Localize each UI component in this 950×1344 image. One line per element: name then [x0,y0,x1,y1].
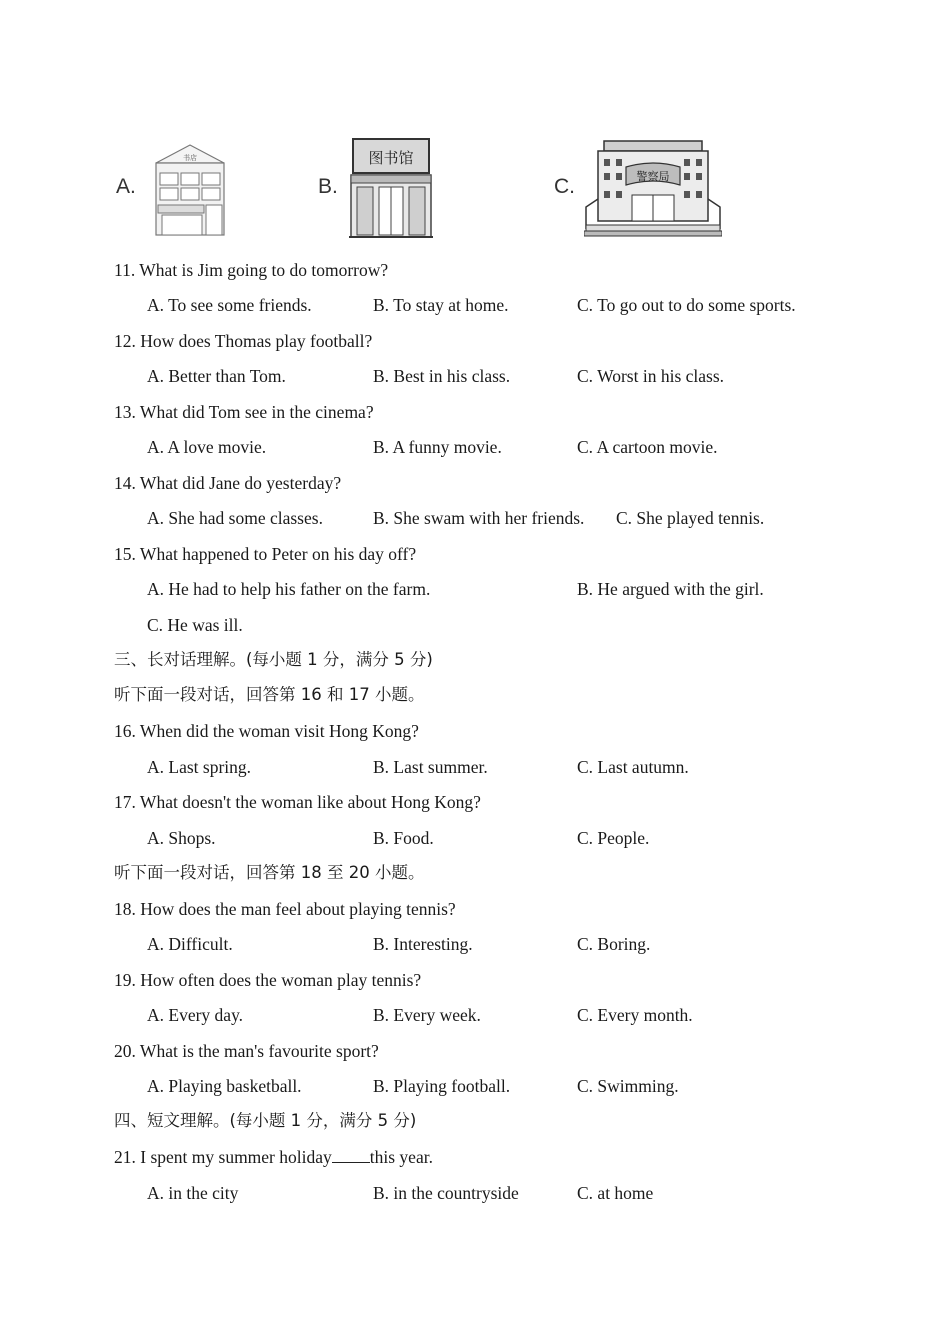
library-building-icon [347,135,435,239]
question-15-stem: 15. What happened to Peter on his day off? [114,544,417,564]
question-20-option-b: B. Playing football. [373,1076,511,1096]
question-13-option-a: A. A love movie. [147,437,267,457]
question-15-option-a: A. He had to help his father on the farm. [147,579,431,599]
question-17-option-b: B. Food. [373,828,434,848]
question-13-option-c: C. A cartoon movie. [577,437,718,457]
picture-options [110,135,750,245]
question-21-stem-after: this year. [369,1147,433,1167]
answer-blank [332,1148,370,1163]
question-14-option-b: B. She swam with her friends. [373,508,585,528]
question-18-stem: 18. How does the man feel about playing tennis? [114,899,456,919]
bookstore-sign: 书店 [183,154,197,162]
bookstore-building-icon [152,143,228,237]
section-4-heading: 四、短文理解。(每小题 1 分，满分 5 分) [114,1111,417,1130]
question-20-stem: 20. What is the man's favourite sport? [114,1041,379,1061]
library-sign: 图书馆 [368,149,414,167]
question-17-option-a: A. Shops. [147,828,216,848]
question-20-option-a: A. Playing basketball. [147,1076,302,1096]
question-12-option-a: A. Better than Tom. [147,366,286,386]
picture-letter-c: C. [554,175,575,198]
question-15-option-b: B. He argued with the girl. [577,579,764,599]
question-18-option-a: A. Difficult. [147,934,233,954]
question-21-stem [114,1146,433,1168]
picture-letter-a: A. [116,175,136,198]
question-18-option-c: C. Boring. [577,934,651,954]
question-19-stem: 19. How often does the woman play tennis? [114,970,422,990]
question-16-option-a: A. Last spring. [147,757,252,777]
picture-letter-b: B. [318,175,338,198]
question-21-stem-before: 21. I spent my summer holiday [114,1147,332,1167]
question-19-option-c: C. Every month. [577,1005,693,1025]
question-11-option-a: A. To see some friends. [147,295,312,315]
section-3-instruction-2: 听下面一段对话，回答第 18 至 20 小题。 [114,863,425,882]
picture-option-a [110,135,240,245]
question-17-stem: 17. What doesn't the woman like about Hong Kong? [114,792,481,812]
police-station-building-icon [584,139,722,239]
question-20-option-c: C. Swimming. [577,1076,679,1096]
section-3-instruction-1: 听下面一段对话，回答第 16 和 17 小题。 [114,685,425,704]
question-21-option-b: B. in the countryside [373,1183,519,1203]
section-3-heading: 三、长对话理解。(每小题 1 分，满分 5 分) [114,650,433,669]
question-17-option-c: C. People. [577,828,650,848]
police-station-sign: 警察局 [636,170,670,183]
question-12-stem: 12. How does Thomas play football? [114,331,373,351]
question-11-option-c: C. To go out to do some sports. [577,295,796,315]
question-15-option-c: C. He was ill. [147,615,243,635]
question-21-option-c: C. at home [577,1183,654,1203]
question-11-stem: 11. What is Jim going to do tomorrow? [114,260,389,280]
question-16-stem: 16. When did the woman visit Hong Kong? [114,721,419,741]
question-12-option-b: B. Best in his class. [373,366,511,386]
question-14-option-a: A. She had some classes. [147,508,323,528]
question-18-option-b: B. Interesting. [373,934,473,954]
question-13-stem: 13. What did Tom see in the cinema? [114,402,374,422]
question-14-option-c: C. She played tennis. [616,508,765,528]
picture-option-b [315,135,445,245]
question-21-option-a: A. in the city [147,1183,239,1203]
question-19-option-a: A. Every day. [147,1005,244,1025]
question-13-option-b: B. A funny movie. [373,437,502,457]
question-14-stem: 14. What did Jane do yesterday? [114,473,342,493]
question-19-option-b: B. Every week. [373,1005,481,1025]
question-12-option-c: C. Worst in his class. [577,366,725,386]
picture-option-c [554,135,754,245]
question-16-option-c: C. Last autumn. [577,757,689,777]
question-11-option-b: B. To stay at home. [373,295,509,315]
question-16-option-b: B. Last summer. [373,757,488,777]
